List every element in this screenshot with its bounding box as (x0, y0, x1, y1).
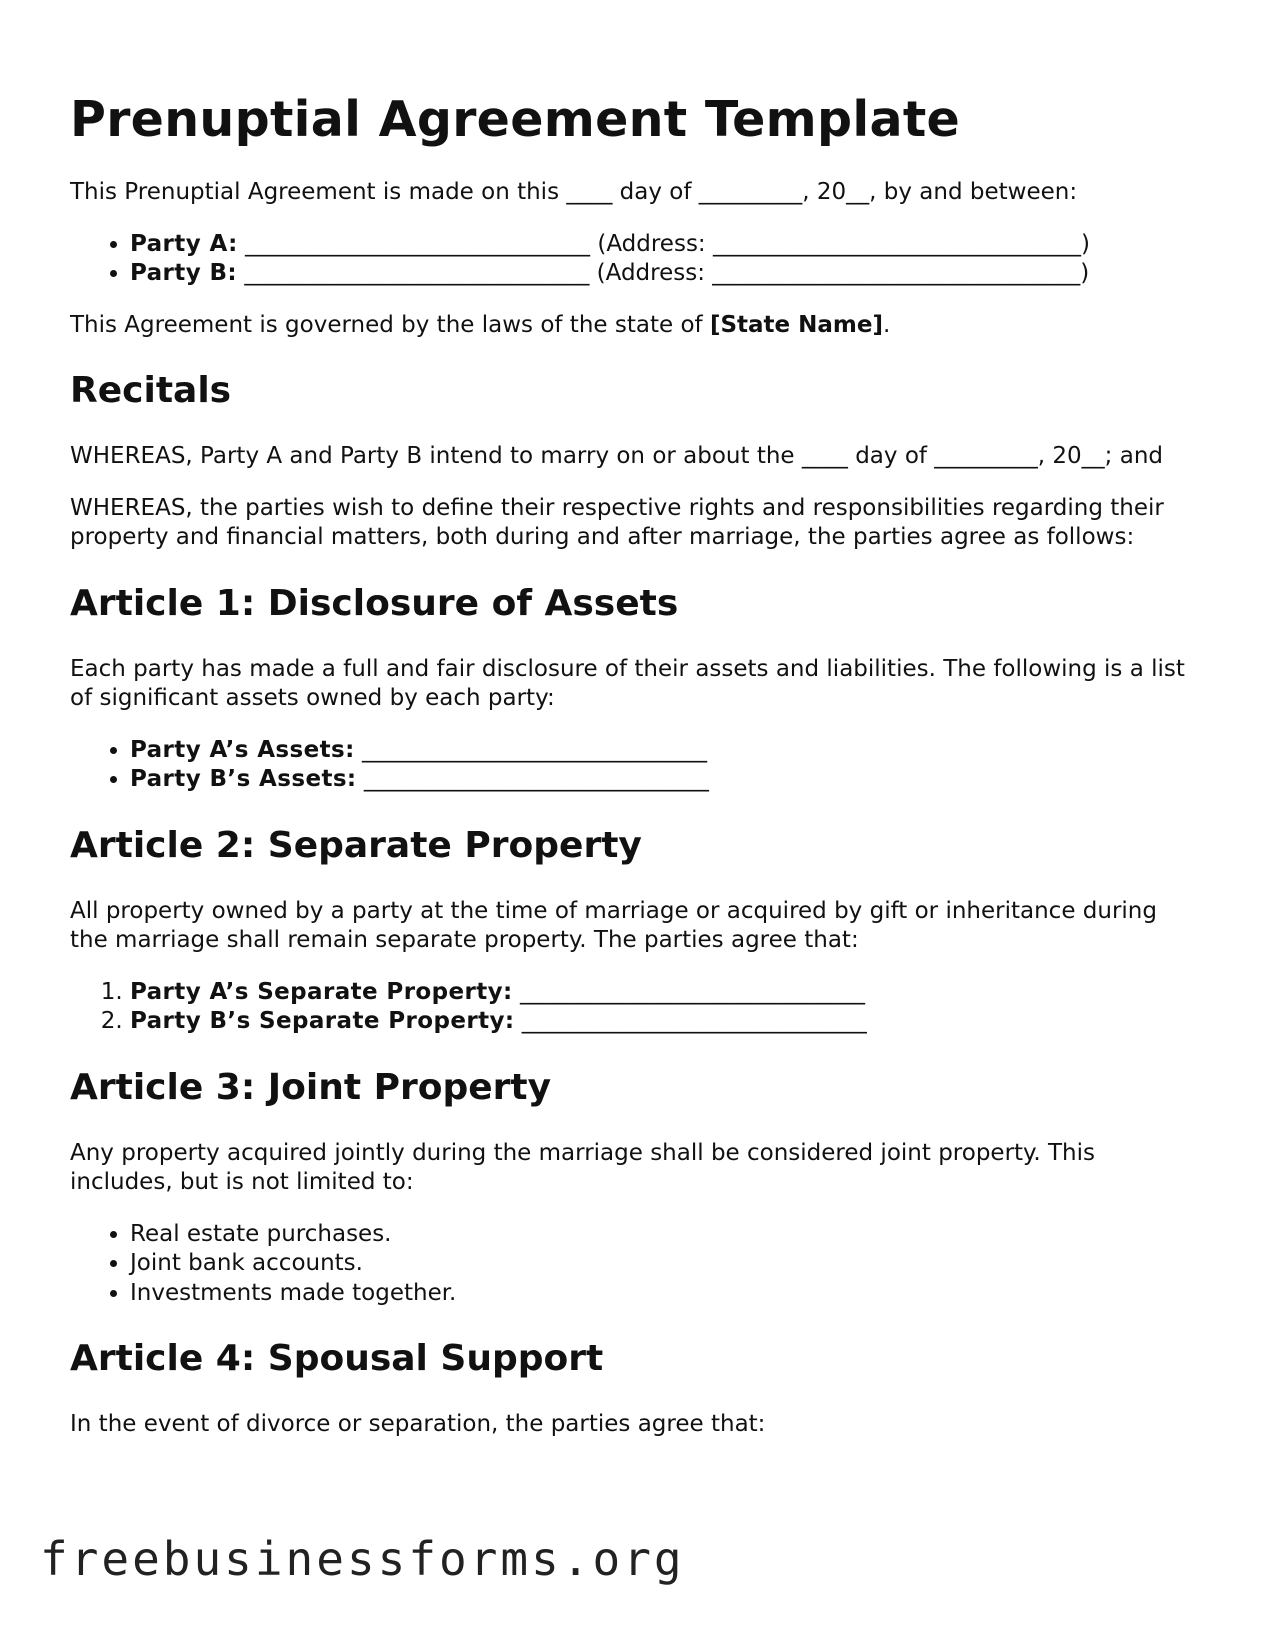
party-a-assets-label: Party A’s Assets: (130, 736, 355, 763)
party-b-separate-label: Party B’s Separate Property: (130, 1008, 515, 1034)
article-3-heading: Article 3: Joint Property (70, 1066, 552, 1108)
party-b-label: Party B: (130, 260, 238, 286)
article-2-text: All property owned by a party at the time of marriage or acquired by gift or inheritance during the marriage shall remain separate property. The parties agree that: (70, 897, 1157, 953)
party-a-assets-blank: ______________________________ (354, 736, 707, 763)
party-b-assets-label: Party B’s Assets: (130, 766, 357, 792)
parties-list (70, 230, 1200, 289)
party-a-separate-blank: ______________________________ (512, 978, 865, 1005)
state-name: [State Name] (709, 311, 883, 338)
article-4-text: In the event of divorce or separation, the parties agree that: (70, 1411, 766, 1437)
joint-property-item-1: • Real estate purchases. (130, 1220, 1200, 1250)
party-b-separate-blank: ______________________________ (514, 1008, 867, 1034)
document-page (70, 0, 1200, 1440)
article-1-heading: Article 1: Disclosure of Assets (70, 582, 679, 624)
party-b-blank: ______________________________ (Address: ________________________________) (237, 260, 1090, 286)
article-2-heading: Article 2: Separate Property (70, 824, 642, 866)
intro-paragraph: This Prenuptial Agreement is made on this ____ day of _________, 20__, by and between: (70, 179, 1078, 205)
party-b-item (130, 259, 1200, 289)
governing-law-paragraph (70, 311, 1200, 341)
party-b-assets-item (130, 765, 1200, 795)
party-a-blank: ______________________________ (Address: ________________________________) (237, 230, 1090, 257)
recitals-heading: Recitals (70, 370, 232, 411)
whereas-paragraph-2: WHEREAS, the parties wish to define their respective rights and responsibilities regarding their property and financial matters, both during and after marriage, the parties agree as follows: (70, 494, 1164, 550)
party-b-assets-blank: ______________________________ (356, 766, 709, 792)
separate-property-list (70, 978, 1200, 1037)
joint-property-item-2: • Joint bank accounts. (130, 1249, 1200, 1279)
document-title: Prenuptial Agreement Template (70, 91, 961, 148)
party-b-separate-item (130, 1007, 1200, 1037)
party-a-item (130, 230, 1200, 260)
joint-property-item-3: • Investments made together. (130, 1279, 1200, 1309)
article-4-heading: Article 4: Spousal Support (70, 1338, 604, 1379)
assets-list (70, 736, 1200, 795)
governing-law-prefix: This Agreement is governed by the laws of the state of (70, 311, 710, 338)
party-a-separate-label: Party A’s Separate Property: (130, 978, 513, 1005)
watermark-logo: freebusinessforms.org (40, 1532, 685, 1586)
party-a-separate-item (130, 978, 1200, 1008)
governing-law-suffix: . (882, 311, 891, 338)
article-3-text: Any property acquired jointly during the marriage shall be considered joint property. This includes, but is not limited to: (70, 1139, 1095, 1195)
party-a-label: Party A: (130, 230, 238, 257)
party-a-assets-item (130, 736, 1200, 766)
joint-property-list (70, 1220, 1200, 1309)
whereas-paragraph-1: WHEREAS, Party A and Party B intend to marry on or about the ____ day of _________, 20__; and (70, 443, 1164, 469)
article-1-text: Each party has made a full and fair disclosure of their assets and liabilities. The following is a list of significant assets owned by each party: (70, 655, 1185, 711)
